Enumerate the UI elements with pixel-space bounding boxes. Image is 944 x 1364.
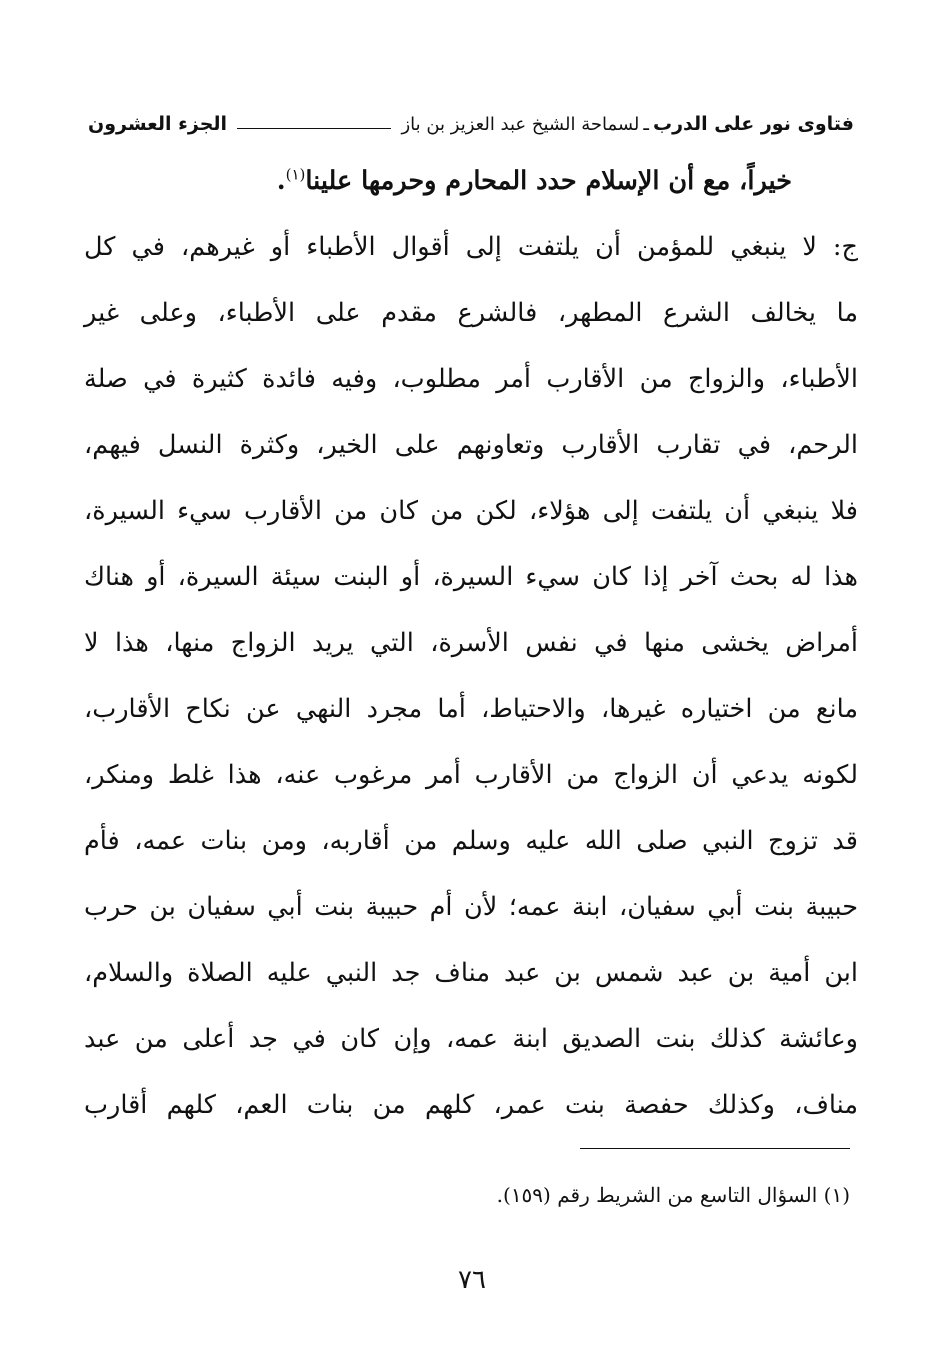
main-text [84,148,858,1138]
first-line-text: خيراً، مع أن الإسلام حدد المحارم وحرمها علينا [305,166,792,196]
text-line: الأطباء، والزواج من الأقارب أمر مطلوب، وفيه فائدة كثيرة في صلة [84,364,858,394]
footnote: (١) السؤال التاسع من الشريط رقم (١٥٩). [496,1183,850,1207]
author-name: لسماحة الشيخ عبد العزيز بن باز [401,114,640,135]
volume-part: الجزء العشرون [88,113,228,135]
footnote-reference: (١) [285,165,306,184]
first-line-end: . [276,166,286,196]
text-line: قد تزوج النبي صلى الله عليه وسلم من أقاربه، ومن بنات عمه، فأم [84,826,858,856]
book-title: فتاوى نور على الدرب [653,113,854,135]
footnote-separator [580,1148,850,1149]
header-rule [237,128,391,129]
text-line: هذا له بحث آخر إذا كان سيء السيرة، أو البنت سيئة السيرة، أو هناك [84,562,858,592]
header-title-group [401,113,854,135]
text-line: لكونه يدعي أن الزواج من الأقارب أمر مرغوب عنه، هذا غلط ومنكر، [84,760,858,790]
text-line: ابن أمية بن عبد شمس بن عبد مناف جد النبي عليه الصلاة والسلام، [84,958,858,988]
text-line: أمراض يخشى منها في نفس الأسرة، التي يريد الزواج منها، هذا لا [84,628,858,658]
page-number: ٧٦ [458,1265,486,1295]
running-header [88,95,854,135]
text-line: الرحم، في تقارب الأقارب وتعاونهم على الخير، وكثرة النسل فيهم، [84,430,858,460]
header-dash: ـ [643,113,649,135]
text-line-first [84,148,858,214]
text-line: مناف، وكذلك حفصة بنت عمر، كلهم من بنات العم، كلهم أقارب [84,1090,858,1120]
text-line: حبيبة بنت أبي سفيان، ابنة عمه؛ لأن أم حبيبة بنت أبي سفيان بن حرب [84,892,858,922]
text-line: ما يخالف الشرع المطهر، فالشرع مقدم على الأطباء، وعلى غير [84,298,858,328]
text-line: مانع من اختياره غيرها، والاحتياط، أما مجرد النهي عن نكاح الأقارب، [84,694,858,724]
text-line: وعائشة كذلك بنت الصديق ابنة عمه، وإن كان في جد أعلى من عبد [84,1024,858,1054]
text-line: ج: لا ينبغي للمؤمن أن يلتفت إلى أقوال الأطباء أو غيرهم، في كل [84,232,858,262]
text-line: فلا ينبغي أن يلتفت إلى هؤلاء، لكن من كان من الأقارب سيء السيرة، [84,496,858,526]
